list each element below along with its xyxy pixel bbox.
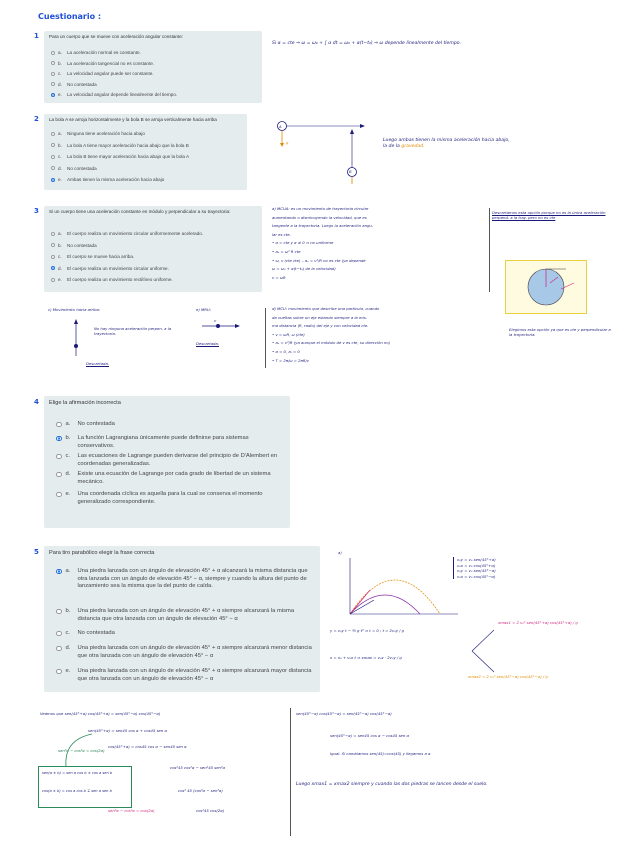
radio-icon[interactable] <box>51 132 55 136</box>
q4-option-b[interactable] <box>56 435 282 450</box>
trajectory-2 <box>350 595 420 614</box>
mcu-line-3: • v = ωR, ω (cte) <box>272 331 305 337</box>
q5-right-1: sen(45°−α) cos(45°−α) = sen(45°−α) cos(45°−α) <box>296 711 392 716</box>
option-letter: e. <box>58 277 62 282</box>
q2-option-c[interactable] <box>51 154 243 160</box>
radio-icon[interactable] <box>56 422 62 428</box>
mcu-line-0: d) MCU: movimiento que describe una partícula, cuando <box>272 306 380 311</box>
option-letter: b. <box>58 242 62 248</box>
v0y-2: v₀y = v₀ sen(45°−α) <box>457 568 496 574</box>
page-title: Cuestionario : <box>38 12 102 21</box>
mcua-line-3: lar es cte. <box>272 231 291 237</box>
mcu-line-6: • T = 2π/ω = 2πR/v <box>272 357 309 363</box>
question-4-number: 4 <box>34 398 39 406</box>
option-letter: c. <box>65 453 71 459</box>
arrowhead-icon <box>235 324 240 328</box>
option-text: La bola B tiene mayor aceleración hacia abajo que la bola A <box>67 154 190 159</box>
v0y-1: v₀y = v₀ sen(45°+α) <box>457 557 496 562</box>
radio-icon[interactable] <box>51 232 55 236</box>
option-letter: a. <box>58 231 62 236</box>
v0x-1: v₀x = v₀ cos(45°+α) <box>457 562 496 568</box>
question-3-box <box>44 206 262 292</box>
q2-handwritten-note <box>383 138 583 151</box>
q2-option-a[interactable] <box>51 131 243 137</box>
radio-icon[interactable] <box>56 631 62 637</box>
q3e-title: e) MRU: <box>196 307 211 312</box>
v0x-2: v₀x = v₀ cos(45°−α) <box>457 573 496 579</box>
projectile-diagram <box>340 556 460 618</box>
q2-option-e[interactable] <box>51 177 243 183</box>
q5-right-2: sen(45°−α) = sen45 cos α − cos45 sen α <box>330 733 410 738</box>
option-letter: d. <box>65 471 71 477</box>
question-1-box <box>44 31 262 103</box>
q5-veamos: Veamos que sen(45°+α) cos(45°+α) = sen(45°−α) cos(45°−α) <box>40 711 161 716</box>
q3-option-a[interactable] <box>51 231 256 237</box>
arrowhead-icon <box>350 129 354 134</box>
q5-option-a[interactable] <box>56 568 312 591</box>
q3-circle-diagram-box <box>505 260 587 314</box>
q3-option-e[interactable] <box>51 277 256 283</box>
radio-icon[interactable] <box>51 166 55 170</box>
option-letter: c. <box>58 154 62 159</box>
option-text: La función Lagrangiana únicamente puede definirse para sistemas conservativos. <box>77 435 249 449</box>
radio-icon[interactable] <box>51 143 55 147</box>
q5-diagram-label: a) <box>338 550 342 555</box>
q5-exp2: cos(45°+α) = cos45 cos α − sen45 sen α <box>108 744 187 749</box>
question-5-box <box>44 546 320 692</box>
green-connector <box>56 730 96 770</box>
q4-option-c[interactable] <box>56 453 282 468</box>
option-text: No contestada <box>67 165 97 171</box>
radio-icon[interactable] <box>51 155 55 159</box>
option-text: La velocidad angular puede ser constante. <box>67 71 154 76</box>
radio-icon[interactable] <box>56 669 62 675</box>
arrowhead-icon <box>360 124 365 128</box>
q5-exp3: cos²45 cos²α − sen²45 sen²α <box>170 765 225 770</box>
option-letter: d. <box>58 81 62 87</box>
question-4-text: Elige la afirmación incorrecta <box>49 400 121 406</box>
option-text: No contestada <box>67 242 97 248</box>
trig-identity-sin: sen(a ± b) = sen a cos b ± cos a sen b <box>42 771 113 775</box>
q1-option-c[interactable] <box>51 71 256 77</box>
option-text: Una piedra lanzada con un ángulo de elevación 45° + α siempre alcanzará la misma distancia que otra lanzada con un ángulo de elevación 45° − α <box>77 608 295 622</box>
mcua-line-4: • α = cte y α ≠ 0 ⇒ no uniforme <box>272 240 334 246</box>
question-2-number: 2 <box>34 115 39 123</box>
option-text: No contestada <box>67 81 97 87</box>
option-text: El cuerpo se mueve hacia arriba. <box>67 254 135 259</box>
option-text: Ninguna tiene aceleración hacia abajo <box>67 131 145 136</box>
option-text: El cuerpo realiza un movimiento rectilíneo uniforme. <box>67 277 173 282</box>
q3-mcua-notes <box>272 205 487 282</box>
mcua-line-5: • aₙ = ω² R cte <box>272 248 301 254</box>
question-1-number: 1 <box>34 32 39 40</box>
q3e-v-label: v <box>214 318 217 323</box>
option-letter: d. <box>65 645 71 651</box>
option-text: Una piedra lanzada con un ángulo de elevación 45° + α siempre alcanzará mayor distancia que otra lanzada con un ángulo de elevación 45° − α <box>77 668 312 682</box>
radio-icon[interactable] <box>56 646 62 652</box>
radio-icon[interactable] <box>51 93 55 97</box>
option-text: La velocidad angular depende linealmente del tiempo. <box>67 92 178 97</box>
option-letter: d. <box>58 265 62 271</box>
question-3-number: 3 <box>34 207 39 215</box>
radio-icon[interactable] <box>51 243 55 247</box>
mcua-line-8: v = ωR <box>272 274 286 280</box>
radio-icon[interactable] <box>51 72 55 76</box>
q3-elijo-note: Elegimos esta opción ya que es cte y perpendicular a la trayectoria. <box>509 327 611 337</box>
question-5-number: 5 <box>34 548 39 556</box>
trig-identity-box <box>38 766 132 808</box>
q2-option-b[interactable] <box>51 143 243 149</box>
particle-icon <box>74 344 78 348</box>
option-text: El cuerpo realiza un movimiento circular uniforme. <box>67 265 169 271</box>
mcua-line-0: a) MCUA: es un movimiento de trayectoria circular <box>272 206 369 211</box>
q5-eq-x: x = x₀ + v₀x t ⇒ xmax = v₀x · 2v₀y / g <box>330 655 402 660</box>
q5-option-d[interactable] <box>56 645 312 660</box>
option-letter: a. <box>65 568 71 574</box>
option-letter: a. <box>65 421 71 427</box>
q2-ball-diagram <box>270 118 370 186</box>
q2-note-highlight: gravedad. <box>401 144 425 150</box>
option-text: Las ecuaciones de Lagrange pueden derivarse del principio de D'Alembert en coordenadas generalizadas. <box>77 453 278 467</box>
q3c-vertical-arrow <box>70 318 82 358</box>
option-letter: e. <box>58 177 62 182</box>
radio-icon[interactable] <box>51 178 55 182</box>
question-3-text: Si un cuerpo tiene una aceleración constante en módulo y perpendicular a su trayectoria: <box>49 209 231 214</box>
mcua-line-1: aumentando o disminuyendo la velocidad, que es <box>272 214 367 220</box>
q5-xmax2: xmax2 = 2 v₀² sen(45°−α) cos(45°−α) / g <box>468 674 548 679</box>
q2-note-line-1: Luego ambas tienen la misma aceleración hacia abajo, <box>383 138 510 143</box>
radio-icon[interactable] <box>56 436 62 442</box>
q3-descarte-note: Descartamos esta opción porque no es la única aceleración perpend. a la tray. pero no es cte <box>492 210 606 220</box>
mcu-line-5: • α = 0, aₜ = 0 <box>272 348 300 354</box>
q1-option-e[interactable] <box>51 92 256 98</box>
q3c-verdict: Descartada. <box>86 361 109 366</box>
q4-option-e[interactable] <box>56 491 282 506</box>
radio-icon[interactable] <box>51 266 55 270</box>
mcu-line-4: • aₙ = v²/R (ya aunque el módulo de v es cte, su dirección no) <box>272 340 391 346</box>
option-letter: b. <box>58 60 62 66</box>
option-text: La bola A tiene mayor aceleración hacia abajo que la bola B <box>67 142 189 148</box>
option-text: Una coordenada cíclica es aquella para la cual se conserva el momento generalizado correspondiente. <box>77 491 263 505</box>
q3c-text: No hay ninguna aceleración perpen. a la trayectoria. <box>94 326 172 336</box>
question-1-text: Para un cuerpo que se mueve con aceleración angular constante: <box>49 34 184 39</box>
circular-motion-diagram <box>506 261 586 313</box>
q3e-horizontal-arrow <box>200 318 240 332</box>
option-letter: e. <box>65 491 71 497</box>
option-text: Una piedra lanzada con un ángulo de elevación 45° + α alcanzará la misma distancia que otra lanzada con un ángulo de elevación 45° − α, siempre y cuando la altura del punto de lanzamiento sea la misma que la del punto de caída. <box>77 568 308 590</box>
radio-icon[interactable] <box>56 609 62 615</box>
trajectory-1 <box>350 580 440 614</box>
option-text: La aceleración tangencial no es constante. <box>67 60 155 66</box>
q3-divider <box>489 208 490 292</box>
option-letter: d. <box>58 165 62 171</box>
mcua-line-2: tangente a la trayectoria. Luego la aceleración angu- <box>272 223 374 229</box>
q5-velocity-components <box>453 557 617 579</box>
arrowhead-icon <box>280 143 284 147</box>
radio-icon[interactable] <box>51 61 55 65</box>
option-text: La aceleración normal es constante. <box>67 50 141 55</box>
trig-identity-cos: cos(a ± b) = cos a cos b ∓ sen a sen b <box>42 789 112 793</box>
option-text: Ambas tienen la misma aceleración hacia abajo <box>67 177 165 182</box>
q5-exp1: sen(45°+α) = sen45 cos α + cos45 sen α <box>88 728 168 733</box>
option-text: Una piedra lanzada con un ángulo de elevación 45° + α siempre alcanzará menor distancia que otra lanzada con un ángulo de elevación 45° − α <box>77 645 312 659</box>
q5-right-3: Igual. Si cambiamos sen(45)=cos(45) y llegamos a α <box>330 751 431 756</box>
question-5-text: Para tiro parabólico elegir la frase correcta <box>49 550 155 556</box>
gravity-label: g <box>286 140 289 145</box>
q5-exp5-note: sen²α − cos²α = cos(2α) <box>108 808 155 813</box>
option-letter: c. <box>65 630 71 636</box>
q3-mcu-notes <box>272 305 500 365</box>
radio-icon[interactable] <box>56 472 62 478</box>
q5-branch-lines <box>468 626 498 676</box>
mcu-line-1: da vueltas sobre un eje estando siempre a la mis- <box>272 314 368 320</box>
q3e-verdict: Descartada. <box>196 341 219 346</box>
q2-option-d[interactable] <box>51 166 243 172</box>
question-2-box <box>44 114 247 190</box>
option-letter: e. <box>65 668 71 674</box>
option-letter: a. <box>58 131 62 136</box>
q1-handwritten-note: Si α = cte ⇒ ω = ω₀ + ∫ α dt = ω₀ + α(t−t₀) ⇒ ω depende linealmente del tiempo. <box>272 41 462 46</box>
radio-icon[interactable] <box>56 454 62 460</box>
question-2-text: La bola A se arroja horizontalmente y la bola B se arroja verticalmente hacia arriba <box>49 117 217 122</box>
q5-option-c[interactable] <box>56 630 312 638</box>
question-4-box <box>44 396 290 528</box>
option-letter: b. <box>58 142 62 148</box>
mcua-line-7: ω = ω₀ + α(t−t₀) de la velocidad) <box>272 266 336 272</box>
q3-option-b[interactable] <box>51 243 256 249</box>
radio-icon[interactable] <box>51 51 55 55</box>
arrowhead-icon <box>74 319 78 324</box>
q3-option-c[interactable] <box>51 254 256 260</box>
q5-eq-y: y = v₀y t − ½ g t² ⇒ t = 0 ; t = 2v₀y / g <box>330 628 405 633</box>
q1-option-d[interactable] <box>51 82 256 88</box>
q5-option-b[interactable] <box>56 608 312 623</box>
q2-note-line-2: la de la <box>383 144 400 150</box>
option-text: No contestada <box>77 421 115 427</box>
particle-icon <box>216 324 220 328</box>
option-text: El cuerpo realiza un movimiento circular uniformemente acelerado. <box>67 231 204 236</box>
option-letter: a. <box>58 50 62 55</box>
radio-icon[interactable] <box>51 82 55 86</box>
q4-option-a[interactable] <box>56 421 282 429</box>
q5-option-e[interactable] <box>56 668 312 683</box>
radio-icon[interactable] <box>56 569 62 575</box>
ball-a-label: A <box>279 124 282 129</box>
option-text: No contestada <box>77 630 115 636</box>
q3-divider-2 <box>265 308 266 368</box>
launch-vector-2 <box>350 600 374 614</box>
q1-option-a[interactable] <box>51 50 256 56</box>
ball-b-label: B <box>349 169 352 174</box>
q4-option-d[interactable] <box>56 471 282 486</box>
q3-option-d[interactable] <box>51 266 256 272</box>
q5-exp5: cos²45 cos(2α) <box>196 808 225 813</box>
radio-icon[interactable] <box>51 255 55 259</box>
mcua-line-6: • ω, v (cte cte) – aₙ = v²/R no es cte (ya depende <box>272 257 366 263</box>
option-letter: b. <box>65 435 71 441</box>
q3c-title: c) Movimiento hacia arriba: <box>48 307 101 312</box>
launch-vector-1 <box>350 590 370 614</box>
radio-icon[interactable] <box>56 492 62 498</box>
option-letter: e. <box>58 92 62 97</box>
mcu-line-2: ma distancia (R, radio) del eje y con velocidad cte. <box>272 323 369 329</box>
radio-icon[interactable] <box>51 278 55 282</box>
q5-xmax1: xmax1 = 2 v₀² sen(45°+α) cos(45°+α) / g <box>498 620 578 625</box>
q5-bottom-divider <box>290 708 291 836</box>
q5-exp4: cos² 45 (cos²α − sen²α) <box>178 788 223 793</box>
q5-sincos-identity: sen²α − cos²α = cos(2α) <box>58 748 105 753</box>
option-text: Existe una ecuación de Lagrange por cada grado de libertad de un sistema mecánico. <box>77 471 271 485</box>
option-letter: b. <box>65 608 71 614</box>
q1-option-b[interactable] <box>51 61 256 67</box>
q5-conclusion: Luego xmax1 = xmax2 siempre y cuando las dos piedras se lancen desde el suelo. <box>296 782 488 787</box>
option-letter: c. <box>58 254 62 259</box>
option-letter: c. <box>58 71 62 76</box>
